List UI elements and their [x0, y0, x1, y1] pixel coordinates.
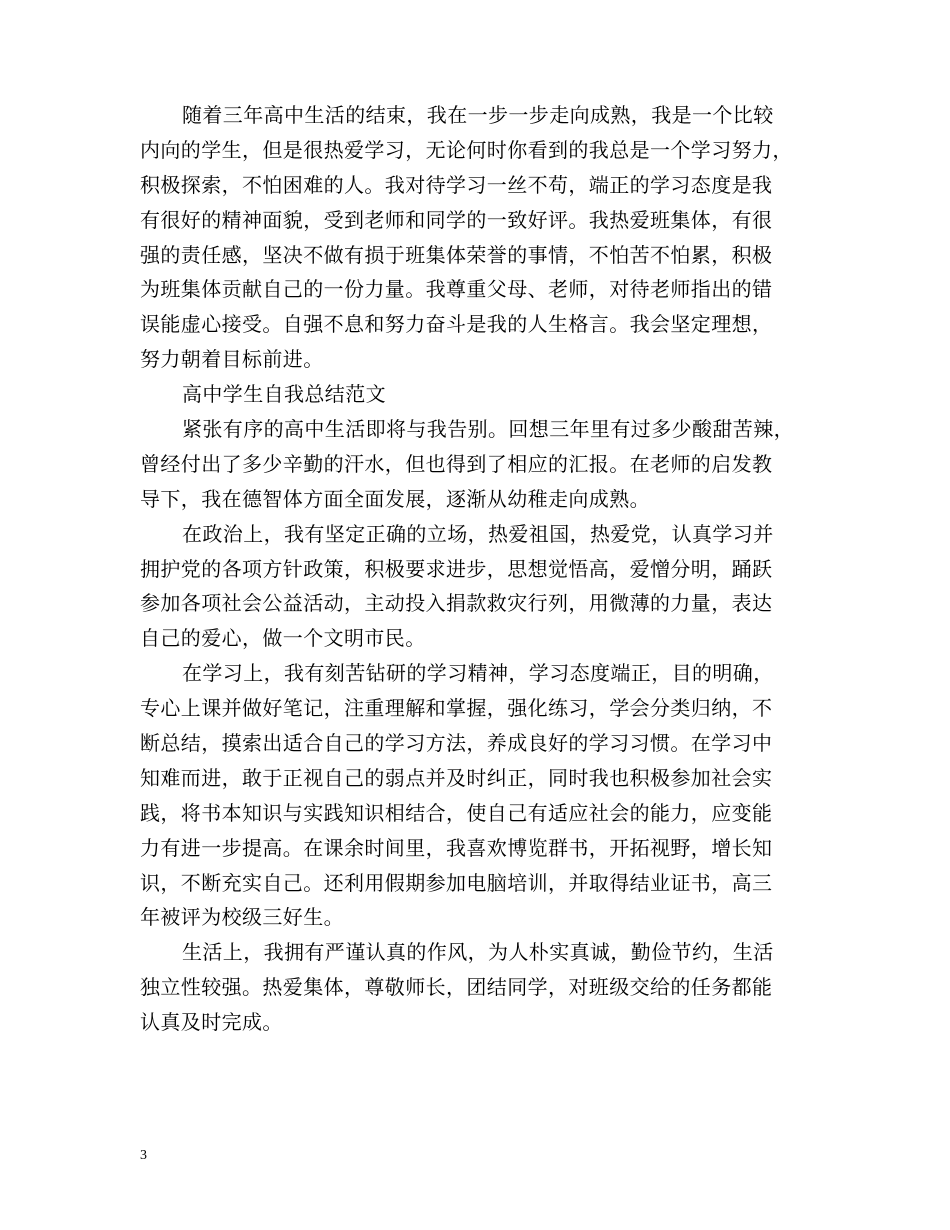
- page-number: 3: [140, 1148, 147, 1163]
- text-line: 导下，我在德智体方面全面发展，逐渐从幼稚走向成熟。: [140, 486, 650, 511]
- text-line: 力有进一步提高。在课余时间里，我喜欢博览群书，开拓视野，增长知: [140, 835, 773, 860]
- text-line: 在学习上，我有刻苦钻研的学习精神，学习态度端正，目的明确，: [182, 661, 774, 686]
- text-line: 曾经付出了多少辛勤的汗水，但也得到了相应的汇报。在老师的启发教: [140, 451, 773, 476]
- text-line: 识，不断充实自己。还利用假期参加电脑培训，并取得结业证书，高三: [140, 870, 773, 895]
- text-line: 践，将书本知识与实践知识相结合，使自己有适应社会的能力，应变能: [140, 800, 773, 825]
- text-line: 拥护党的各项方针政策，积极要求进步，思想觉悟高，爱憎分明，踊跃: [140, 556, 773, 581]
- text-line: 知难而进，敢于正视自己的弱点并及时纠正，同时我也积极参加社会实: [140, 765, 773, 790]
- text-line: 在政治上，我有坚定正确的立场，热爱祖国，热爱党，认真学习并: [182, 521, 774, 546]
- text-line: 高中学生自我总结范文: [182, 382, 386, 407]
- text-line: 内向的学生，但是很热爱学习，无论何时你看到的我总是一个学习努力，: [140, 137, 793, 162]
- text-line: 断总结，摸索出适合自己的学习方法，养成良好的学习习惯。在学习中: [140, 731, 773, 756]
- text-line: 积极探索，不怕困难的人。我对待学习一丝不苟，端正的学习态度是我: [140, 172, 773, 197]
- text-line: 强的责任感，坚决不做有损于班集体荣誉的事情，不怕苦不怕累，积极: [140, 242, 773, 267]
- text-line: 误能虚心接受。自强不息和努力奋斗是我的人生格言。我会坚定理想，: [140, 312, 773, 337]
- text-line: 紧张有序的高中生活即将与我告别。回想三年里有过多少酸甜苦辣，: [182, 417, 794, 442]
- text-line: 认真及时完成。: [140, 1010, 283, 1035]
- text-line: 为班集体贡献自己的一份力量。我尊重父母、老师，对待老师指出的错: [140, 277, 773, 302]
- text-line: 努力朝着目标前进。: [140, 347, 324, 372]
- text-line: 参加各项社会公益活动，主动投入捐款救灾行列，用微薄的力量，表达: [140, 591, 773, 616]
- text-line: 独立性较强。热爱集体，尊敬师长，团结同学，对班级交给的任务都能: [140, 975, 773, 1000]
- text-line: 随着三年高中生活的结束，我在一步一步走向成熟，我是一个比较: [182, 103, 774, 127]
- text-line: 年被评为校级三好生。: [140, 905, 344, 930]
- text-line: 自己的爱心，做一个文明市民。: [140, 626, 426, 651]
- text-line: 专心上课并做好笔记，注重理解和掌握，强化练习，学会分类归纳，不: [140, 696, 773, 721]
- text-line: 生活上，我拥有严谨认真的作风，为人朴实真诚，勤俭节约，生活: [182, 940, 774, 965]
- document-body: [140, 98, 840, 1040]
- text-line: 有很好的精神面貌，受到老师和同学的一致好评。我热爱班集体，有很: [140, 207, 773, 232]
